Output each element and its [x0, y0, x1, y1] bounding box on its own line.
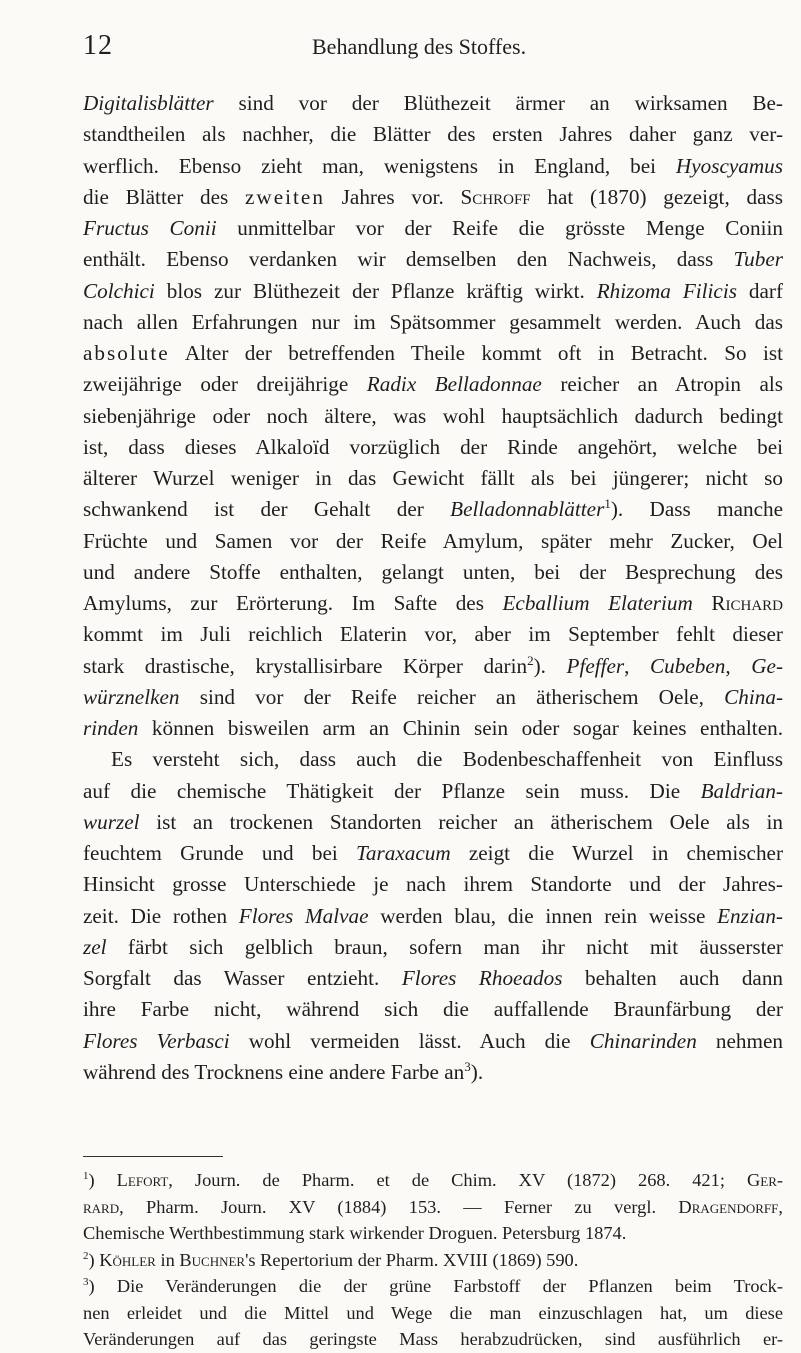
text-run: Flores Rhoeados	[401, 966, 563, 990]
text-run: Jahres vor.	[324, 184, 461, 209]
footnote-separator	[83, 1156, 223, 1157]
text-run: die Blätter des	[83, 184, 246, 209]
footnote-ref: 1	[604, 496, 611, 512]
text-run: Hyoscyamus	[675, 153, 783, 178]
footnote-line	[83, 1220, 783, 1247]
text-line	[83, 901, 783, 932]
text-line	[83, 119, 783, 150]
text-run: rard	[83, 1196, 120, 1217]
footnote-ref: 2	[83, 1249, 89, 1262]
text-run: Lefort	[116, 1170, 169, 1190]
text-run: darf	[736, 278, 783, 303]
text-line	[83, 463, 783, 494]
text-line	[83, 307, 783, 338]
text-line	[83, 619, 783, 650]
text-run: Taraxacum	[356, 841, 451, 865]
text-run: nach allen Erfahrungen nur im Spätsommer gesammelt werden. Auch das	[83, 309, 783, 334]
text-run: standtheilen als nachher, die Blätter des ersten Jahres daher ganz ver-	[83, 122, 783, 147]
text-run: Rhizoma Filicis	[596, 278, 737, 303]
text-run: Dragendorff	[678, 1196, 779, 1217]
text-run: Hinsicht grosse Unterschiede je nach ihrem Standorte und der Jahres-	[83, 872, 783, 897]
text-run: )	[88, 1170, 117, 1190]
text-run: zweiten	[245, 184, 325, 209]
text-run: blos zur Blüthezeit der Pflanze kräftig wirkt.	[154, 278, 597, 303]
text-run: Digitalisblätter	[83, 91, 214, 115]
text-run: Buchner	[179, 1249, 246, 1270]
text-line	[83, 151, 783, 182]
text-run: ).	[470, 1059, 484, 1084]
text-line	[83, 713, 783, 744]
footnotes	[83, 1167, 783, 1353]
text-run	[693, 591, 712, 615]
text-run: unmittelbar vor der Reife die grösste Menge Coniin	[216, 216, 783, 240]
text-line	[83, 213, 783, 244]
text-run: sind vor der Blüthezeit ärmer an wirksamen Be-	[213, 91, 783, 115]
text-run: ).	[533, 653, 567, 678]
text-run: wurzel	[83, 809, 140, 834]
footnote-line	[83, 1273, 783, 1300]
text-run: während des Trocknens eine andere Farbe an	[83, 1059, 465, 1084]
text-run: Es versteht sich, dass auch die Bodenbeschaffenheit von Einfluss	[111, 747, 783, 772]
text-run: , Journ. de Pharm. et de Chim. XV (1872) 268. 421;	[168, 1170, 747, 1190]
footnote-ref: 1	[83, 1170, 89, 1182]
text-run: Köhler	[99, 1249, 156, 1270]
page-number: 12	[83, 30, 113, 61]
text-run: nen erleidet und die Mittel und Wege die man einzuschlagen hat, um diese	[83, 1302, 783, 1323]
text-run: Alter der betreffenden Theile kommt oft in Betracht. So ist	[169, 341, 783, 365]
text-line	[83, 432, 783, 463]
text-line	[83, 776, 783, 807]
text-run: Früchte und Samen vor der Reife Amylum, später mehr Zucker, Oel	[83, 528, 783, 553]
text-run: zweijährige oder dreijährige	[83, 372, 367, 397]
text-run: Radix Belladonnae	[366, 372, 542, 397]
text-run: schwankend ist der Gehalt der	[83, 497, 451, 522]
text-run: Ger-	[746, 1170, 783, 1190]
text-line	[83, 369, 783, 400]
text-run: ). Dass manche	[610, 497, 783, 522]
text-line	[83, 557, 783, 588]
text-run: absolute	[83, 341, 170, 365]
text-run: ,	[778, 1196, 783, 1217]
footnote-line	[83, 1300, 783, 1327]
text-run: Amylums, zur Erörterung. Im Safte des	[83, 591, 503, 615]
text-run: älterer Wurzel weniger in das Gewicht fällt als bei jüngerer; nicht so	[83, 466, 783, 490]
text-run: Baldrian-	[700, 778, 783, 803]
text-line	[83, 588, 783, 619]
text-run: , Pharm. Journ. XV (1884) 153. — Ferner zu vergl.	[119, 1196, 679, 1217]
text-run: Chemische Werthbestimmung stark wirkender Droguen. Petersburg 1874.	[83, 1223, 627, 1243]
text-run: hat (1870) gezeigt, dass	[530, 184, 783, 209]
text-line	[83, 807, 783, 838]
text-run: Ecballium Elaterium	[502, 591, 693, 615]
text-run: siebenjährige oder noch ältere, was wohl hauptsächlich dadurch bedingt	[83, 403, 783, 428]
text-run: Ge-	[751, 653, 783, 678]
footnote-ref: 3	[83, 1276, 89, 1288]
body-text	[83, 88, 783, 1088]
text-line	[83, 1026, 783, 1057]
text-line	[83, 401, 783, 432]
text-run: in	[155, 1249, 180, 1270]
text-run: Flores Malvae	[238, 903, 369, 928]
text-line	[83, 682, 783, 713]
text-run: ) Die Veränderungen die der grüne Farbstoff der Pflanzen beim Trock-	[88, 1276, 783, 1296]
text-line	[83, 838, 783, 869]
text-line	[83, 276, 783, 307]
text-run: zel	[83, 934, 107, 959]
text-run: sind vor der Reife reicher an ätherischem Oele,	[179, 684, 725, 709]
text-line	[83, 88, 783, 119]
text-run: China-	[724, 684, 783, 709]
text-run: und andere Stoffe enthalten, gelangt unten, bei der Besprechung des	[83, 559, 783, 584]
text-run: Veränderungen auf das geringste Mass herabzudrücken, sind ausführlich er-	[83, 1329, 783, 1349]
text-run: ihre Farbe nicht, während sich die auffallende Braunfärbung der	[83, 997, 783, 1022]
text-run: reicher an Atropin als	[541, 372, 783, 397]
text-run: zeigt die Wurzel in chemischer	[450, 841, 783, 865]
text-line	[83, 963, 783, 994]
text-line	[83, 338, 783, 369]
text-line	[83, 494, 783, 525]
text-run: werden blau, die innen rein weisse	[368, 903, 718, 928]
text-run: )	[88, 1249, 100, 1270]
footnote-line	[83, 1194, 783, 1221]
text-line	[83, 182, 783, 213]
text-run: feuchtem Grunde und bei	[83, 841, 357, 865]
text-run: Sorgfalt das Wasser entzieht.	[83, 966, 402, 990]
text-run: wohl vermeiden lässt. Auch die	[229, 1028, 590, 1053]
text-run: Enzian-	[717, 903, 783, 928]
text-run: stark drastische, krystallisirbare Körper darin	[83, 653, 528, 678]
text-line	[83, 1057, 783, 1088]
text-line	[83, 994, 783, 1025]
text-line	[83, 651, 783, 682]
text-run: auf die chemische Thätigkeit der Pflanze sein muss. Die	[83, 778, 701, 803]
text-run: färbt sich gelblich braun, sofern man ihr nicht mit äusserster	[106, 934, 783, 959]
text-run: Tuber	[733, 247, 783, 272]
text-line	[83, 526, 783, 557]
text-run: kommt im Juli reichlich Elaterin vor, aber im September fehlt dieser	[83, 622, 783, 647]
text-run: rinden	[83, 716, 139, 740]
text-run: behalten auch dann	[562, 966, 783, 990]
text-run: Fructus Conii	[83, 216, 217, 240]
text-run: Flores Verbasci	[83, 1028, 230, 1053]
text-run: enthält. Ebenso verdanken wir demselben den Nachweis, dass	[83, 247, 734, 272]
text-line	[83, 744, 783, 775]
text-run: Belladonnablätter	[450, 497, 605, 522]
text-run: 's Repertorium der Pharm. XVIII (1869) 590.	[245, 1249, 579, 1270]
footnote-ref: 3	[464, 1058, 471, 1074]
footnote-line	[83, 1247, 783, 1274]
text-run: werflich. Ebenso zieht man, wenigstens in England, bei	[83, 153, 676, 178]
text-run: nehmen	[696, 1028, 783, 1053]
running-title: Behandlung des Stoffes.	[312, 34, 527, 59]
text-run: ,	[725, 653, 752, 678]
page-header	[83, 30, 783, 70]
text-run: würznelken	[83, 684, 180, 709]
text-run: Schroff	[460, 184, 531, 209]
text-run: Chinarinden	[589, 1028, 697, 1053]
text-run: ,	[624, 653, 651, 678]
text-run: zeit. Die rothen	[83, 903, 239, 928]
text-run: Colchici	[83, 278, 155, 303]
text-run: können bisweilen arm an Chinin sein oder sogar keines enthalten.	[138, 716, 783, 740]
text-run: ist an trockenen Standorten reicher an ätherischem Oele als in	[139, 809, 783, 834]
text-run: Pfeffer	[566, 653, 625, 678]
text-run: Cubeben	[650, 653, 726, 678]
text-line	[83, 869, 783, 900]
text-run: ist, dass dieses Alkaloïd vorzüglich der Rinde angehört, welche bei	[83, 434, 783, 459]
footnote-line	[83, 1167, 783, 1194]
footnote-line	[83, 1326, 783, 1353]
text-line	[83, 932, 783, 963]
footnote-ref: 2	[527, 652, 534, 668]
text-run: Richard	[711, 591, 783, 615]
text-line	[83, 244, 783, 275]
